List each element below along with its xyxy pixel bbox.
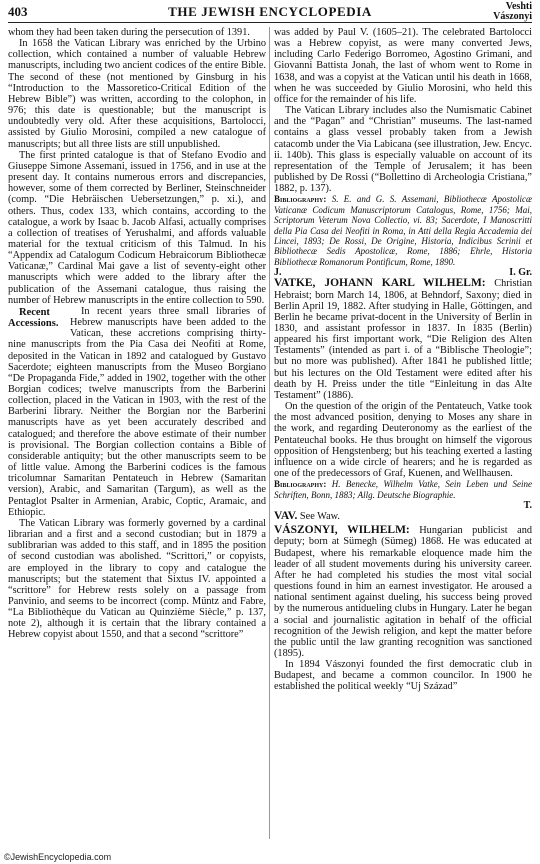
entry-vaszonyi — [274, 525, 532, 659]
paragraph: whom they had been taken during the persecution of 1391. — [8, 27, 250, 38]
entry-heading: VATKE, JOHANN KARL WILHELM: — [274, 277, 486, 290]
site-logo: ©JewishEncyclopedia.com — [4, 852, 112, 862]
bibliography-label: Bibliography: — [274, 479, 327, 490]
signature — [274, 500, 532, 511]
column-divider — [269, 27, 270, 839]
catchword-top: Veshti — [505, 1, 532, 12]
page-header — [8, 2, 532, 24]
bibliography-text: H. Benecke, Wilhelm Vatke, Sein Leben und Seine Schriften, Bonn, 1883; Allg. Deutsche Biographie. — [274, 479, 533, 500]
paragraph: The first printed catalogue is that of Stefano Evodio and Giuseppe Simone Assemani, issued in 1756, and in use at the present day. It contains numerous errors and discrepancies, however, some of them corrected by Berliner, Steinschneider (comp. “Die Hebräischen Uebersetzungen,” p. xi.), and others. Thus, codex 133, which contains, according to the catalogue, a work by Isaac b. Jacob Alfasi, actually comprises a collection of treatises of Yerushalmi, and affords valuable material for the textual criticism of this Talmud. In his “Appendix ad Catalogum Codicum Hebraicorum Bibliothecæ Vaticanæ,” Cardinal Mai gave a list of seventy-eight other manuscripts which were added to the library after the publication of the Assemani catalogue, thus raising the number of Hebrew manuscripts in the entire collection to 590. — [8, 149, 266, 306]
catchwords — [493, 2, 532, 22]
entry-heading: VÁSZONYI, WILHELM: — [274, 524, 410, 537]
signature-right: I. Gr. — [509, 267, 532, 279]
paragraph: was added by Paul V. (1605–21). The celebrated Bartolocci was a Hebrew copyist, as were many converted Jews, including Carlo Federigo Borromeo, Agostino Grimani, and Giovanni Battista Jonah, the last of whom went to Rome in 1638, and was a copyist at the Vatican until his death in 1668, when he was succeeded by Giulio Morosini, who held this office for the remainder of his life. — [274, 27, 532, 105]
catchword-bottom: Vászonyi — [493, 11, 532, 22]
paragraph-text: In recent years three small libraries of Hebrew manuscripts have been added to the Vatican, these accretions comprising thirty-nine manuscripts from the Pia Casa dei Neofiti at Rome, deposited in the Vatican in 1892 and catalogued by Gustavo Sacerdote; eighteen manuscripts from the Museo Borgiano “De Propaganda Fide,” added in 1902, together with the other Borgian codices; twelve manuscripts from the Barberini collection, placed in the Vatican in 1903, with the rest of the Barberini library. Neither the Borgian nor the Barberini manuscripts have as yet been accurately described and catalogued; and therefore the above estimate of their number is provisional. The Borgian collection contains a Bible of considerable antiquity; but the other manuscripts seem to be of little value. Among the Barberini codices is the famous tricolumnar Samaritan Pentateuch in Hebrew (Samaritan version), Arabic, and Samaritan (Targum), as well as the Pentaglot Psalter in Armenian, Arabic, Coptic, Aramaic, and Ethiopic. — [8, 305, 266, 518]
bibliography-text: S. E. and G. S. Assemani, Bibliothecæ Apostolicæ Vaticanæ Codicum Manuscriptorum Catalogus, Rome, 1756; Mai, Scriptorum Veterum Nova Collectio, vi. 83; Sacerdote, I Manoscritti della Pia Casa dei Neofiti in Roma, in Atti della Regia Accademia dei Lincei, 1893; De Rossi, De Origine, Historia, Indicibus Scrinii et Bibliothecæ Sedis Apostolicæ, Rome, 1886; Ehrle, Historia Bibliothecæ Romanorum Pontificum, Rome, 1890. — [274, 194, 532, 267]
right-column — [274, 27, 532, 693]
entry-text: Christian Hebraist; born March 14, 1806, at Behndorf, Saxony; died in Berlin April 19, 1882. After studying in Halle, Göttingen, and Berlin he became privat-docent in the University of Berlin in 1830, and assistant professor in 1837. In 1835 (Berlin) appeared his first important work, “Die Religion des Alten Testaments” (intended as part i. of a “Biblische Theologie”; but no more was published). After 1841 he published little; but his lectures on the Old Testament were edited after his death by H. Preiss under the title “Einleitung in das Alte Testament” (1886). — [274, 278, 532, 401]
paragraph: On the question of the origin of the Pentateuch, Vatke took the most advanced position, denying to Moses any share in the work, and regarding Deuteronomy as the earliest of the Pentateuchal books. He thus brought on himself the vigorous opposition of Hengstenberg; but his teaching exerted a lasting influence on a wide circle of hearers; and he is regarded as one of the predecessors of Graf, Kuenen, and Wellhausen. — [274, 401, 532, 479]
sidenote-recent-accessions: Recent Accessions. — [8, 306, 59, 330]
paragraph: The Vatican Library includes also the Numismatic Cabinet and the “Pagan” and “Christian” museums. The last-named contains a glass vessel probably taken from a Jewish catacomb under the Via Labicana (see illustration, Jew. Encyc. ii. 140b). This glass is especially valuable on account of its representation of the Temple of Jerusalem; it has been published by De Rossi (“Bollettino di Archeologia Cristiana,” 1882, p. 137). — [274, 105, 532, 195]
entry-heading: VAV. — [274, 510, 298, 523]
entry-text: Hungarian publicist and deputy; born at Sümegh (Sümeg) 1868. He was educated at Budapest, where his remarkable eloquence made him the leader of all student movements during his university career. After he had completed his studies the most vital social questions found in him an earnest investigator. He aroused a national sentiment against dueling, his success being proved by the numerous antidueling clubs in Hungary. Later he began a social and journalistic agitation in behalf of the official recognition of the Jewish religion, and kept the matter before the public until the law granting recognition was sanctioned (1895). — [274, 525, 532, 659]
journal-title: THE JEWISH ENCYCLOPEDIA — [168, 4, 372, 19]
paragraph: In 1894 Vászonyi founded the first democratic club in Budapest, and became a common councilor. In 1900 he established the political weekly “Uj Század” — [274, 659, 532, 693]
paragraph: The Vatican Library was formerly governed by a cardinal librarian and a first and a second custodian; but in 1879 a sublibrarian was added to this staff, and in 1895 the position of second custodian was abolished. “Scrittori,” or copyists, are employed in the library to copy and catalogue the manuscripts; but the statement that Sixtus IV. appointed a “scrittore” for Hebrew rests solely on a passage from Panvinio, and seems to be incorrect (comp. Müntz and Fabre, “La Bibliothèque du Vatican au Quinzième Siècle,” p. 137, note 2), although it is certain that the library contained a Hebrew copyist about 1550, and that a second “scrittore” — [8, 517, 266, 641]
paragraph: In 1658 the Vatican Library was enriched by the Urbino collection, which contained a number of valuable Hebrew manuscripts, including two ancient codices of the entire Bible. The second of these (not mentioned by Ginsburg in his “Introduction to the Massoretico-Critical Edition of the Hebrew Bible”) was written, according to the colophon, in 976; this date is questionable; but the manuscript is undoubtedly very old. After these acquisitions, Bartolocci, assisted by Giulio Morosini, compiled a new catalogue of manuscripts; but all three lists are still unpublished. — [8, 38, 266, 150]
bibliography-label: Bibliography: — [274, 194, 327, 205]
signature-right: T. — [523, 499, 532, 511]
page-number: 403 — [8, 4, 28, 19]
bibliography — [274, 194, 532, 267]
paragraph — [8, 306, 266, 518]
left-column — [8, 27, 266, 641]
cross-reference: See Waw. — [299, 511, 340, 523]
entry-vav — [274, 511, 532, 522]
signature-left: J. — [274, 267, 282, 279]
bibliography — [274, 479, 532, 500]
header-rule — [8, 22, 532, 23]
entry-vatke — [274, 278, 532, 401]
